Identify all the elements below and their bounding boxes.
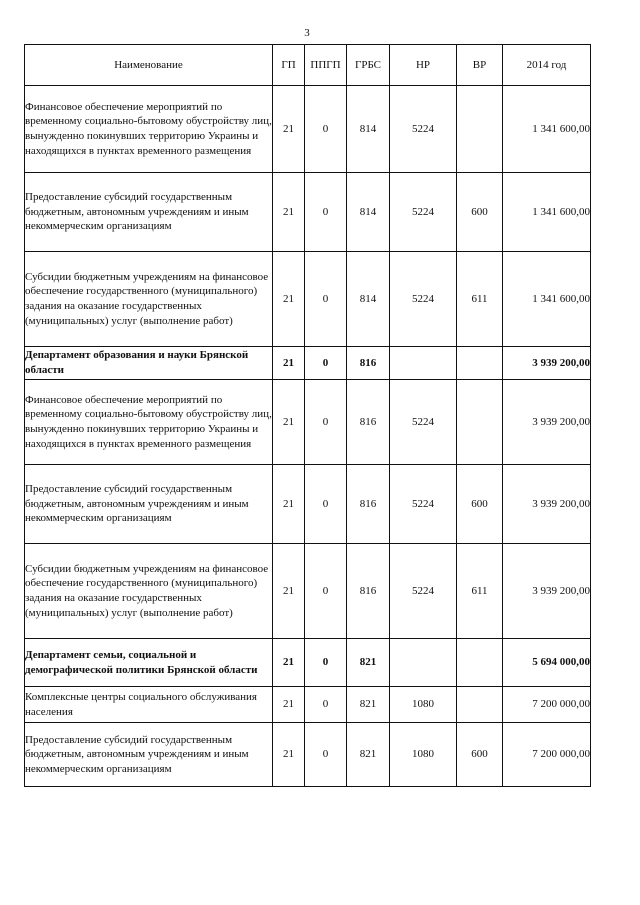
row-gp: 21 bbox=[273, 639, 305, 687]
table-row bbox=[25, 544, 591, 639]
row-name: Субсидии бюджетным учреждениям на финансовое обеспечение государственного (муниципального) задания на оказание государственных (муниципальных) услуг (выполнение работ) bbox=[25, 252, 273, 347]
row-grbs: 821 bbox=[347, 639, 390, 687]
table-row bbox=[25, 380, 591, 465]
row-grbs: 816 bbox=[347, 465, 390, 544]
row-ppgp: 0 bbox=[305, 465, 347, 544]
row-amount: 3 939 200,00 bbox=[503, 380, 591, 465]
row-name: Предоставление субсидий государственным бюджетным, автономным учреждениям и иным некоммерческим организациям bbox=[25, 723, 273, 787]
row-gp: 21 bbox=[273, 380, 305, 465]
row-vr bbox=[457, 86, 503, 173]
row-name: Департамент образования и науки Брянской области bbox=[25, 347, 273, 380]
row-gp: 21 bbox=[273, 173, 305, 252]
row-vr: 611 bbox=[457, 252, 503, 347]
row-amount: 3 939 200,00 bbox=[503, 347, 591, 380]
row-gp: 21 bbox=[273, 252, 305, 347]
row-ppgp: 0 bbox=[305, 173, 347, 252]
row-nr: 1080 bbox=[390, 723, 457, 787]
header-row bbox=[25, 45, 591, 86]
row-vr: 611 bbox=[457, 544, 503, 639]
row-ppgp: 0 bbox=[305, 687, 347, 723]
row-gp: 21 bbox=[273, 544, 305, 639]
table-row bbox=[25, 687, 591, 723]
row-gp: 21 bbox=[273, 723, 305, 787]
row-nr: 5224 bbox=[390, 380, 457, 465]
row-grbs: 821 bbox=[347, 723, 390, 787]
row-name: Предоставление субсидий государственным бюджетным, автономным учреждениям и иным некоммерческим организациям bbox=[25, 173, 273, 252]
row-amount: 3 939 200,00 bbox=[503, 544, 591, 639]
header-name: Наименование bbox=[25, 45, 273, 86]
row-name: Департамент семьи, социальной и демографической политики Брянской области bbox=[25, 639, 273, 687]
header-gp: ГП bbox=[273, 45, 305, 86]
row-ppgp: 0 bbox=[305, 380, 347, 465]
row-nr: 5224 bbox=[390, 544, 457, 639]
table-row bbox=[25, 465, 591, 544]
row-grbs: 814 bbox=[347, 173, 390, 252]
row-amount: 1 341 600,00 bbox=[503, 173, 591, 252]
row-nr bbox=[390, 639, 457, 687]
row-name: Комплексные центры социального обслуживания населения bbox=[25, 687, 273, 723]
row-vr: 600 bbox=[457, 173, 503, 252]
row-amount: 3 939 200,00 bbox=[503, 465, 591, 544]
row-gp: 21 bbox=[273, 687, 305, 723]
table-row bbox=[25, 86, 591, 173]
row-amount: 7 200 000,00 bbox=[503, 687, 591, 723]
row-name: Финансовое обеспечение мероприятий по временному социально-бытовому обустройству лиц, вынужденно покинувших территорию Украины и находящихся в пунктах временного размещения bbox=[25, 380, 273, 465]
header-grbs: ГРБС bbox=[347, 45, 390, 86]
table-row bbox=[25, 723, 591, 787]
row-nr: 5224 bbox=[390, 252, 457, 347]
row-grbs: 814 bbox=[347, 86, 390, 173]
row-vr bbox=[457, 639, 503, 687]
header-ppgp: ППГП bbox=[305, 45, 347, 86]
row-grbs: 814 bbox=[347, 252, 390, 347]
row-nr: 5224 bbox=[390, 173, 457, 252]
row-ppgp: 0 bbox=[305, 639, 347, 687]
row-name: Предоставление субсидий государственным бюджетным, автономным учреждениям и иным некоммерческим организациям bbox=[25, 465, 273, 544]
row-ppgp: 0 bbox=[305, 544, 347, 639]
row-vr bbox=[457, 687, 503, 723]
row-gp: 21 bbox=[273, 86, 305, 173]
row-ppgp: 0 bbox=[305, 86, 347, 173]
row-grbs: 816 bbox=[347, 544, 390, 639]
row-ppgp: 0 bbox=[305, 252, 347, 347]
header-vr: ВР bbox=[457, 45, 503, 86]
row-ppgp: 0 bbox=[305, 347, 347, 380]
row-nr: 5224 bbox=[390, 86, 457, 173]
row-amount: 1 341 600,00 bbox=[503, 252, 591, 347]
row-gp: 21 bbox=[273, 465, 305, 544]
table-row bbox=[25, 252, 591, 347]
header-nr: НР bbox=[390, 45, 457, 86]
page-number: 3 bbox=[304, 27, 310, 39]
row-name: Финансовое обеспечение мероприятий по временному социально-бытовому обустройству лиц, вынужденно покинувших территорию Украины и находящихся в пунктах временного размещения bbox=[25, 86, 273, 173]
row-name: Субсидии бюджетным учреждениям на финансовое обеспечение государственного (муниципального) задания на оказание государственных (муниципальных) услуг (выполнение работ) bbox=[25, 544, 273, 639]
row-amount: 1 341 600,00 bbox=[503, 86, 591, 173]
row-grbs: 816 bbox=[347, 347, 390, 380]
table-row-department bbox=[25, 347, 591, 380]
row-amount: 5 694 000,00 bbox=[503, 639, 591, 687]
row-nr: 1080 bbox=[390, 687, 457, 723]
row-grbs: 821 bbox=[347, 687, 390, 723]
table-row-department bbox=[25, 639, 591, 687]
row-ppgp: 0 bbox=[305, 723, 347, 787]
row-nr bbox=[390, 347, 457, 380]
row-vr: 600 bbox=[457, 465, 503, 544]
table-row bbox=[25, 173, 591, 252]
row-grbs: 816 bbox=[347, 380, 390, 465]
row-vr bbox=[457, 380, 503, 465]
header-year: 2014 год bbox=[503, 45, 591, 86]
row-amount: 7 200 000,00 bbox=[503, 723, 591, 787]
row-nr: 5224 bbox=[390, 465, 457, 544]
budget-table bbox=[24, 44, 591, 787]
row-gp: 21 bbox=[273, 347, 305, 380]
row-vr bbox=[457, 347, 503, 380]
row-vr: 600 bbox=[457, 723, 503, 787]
